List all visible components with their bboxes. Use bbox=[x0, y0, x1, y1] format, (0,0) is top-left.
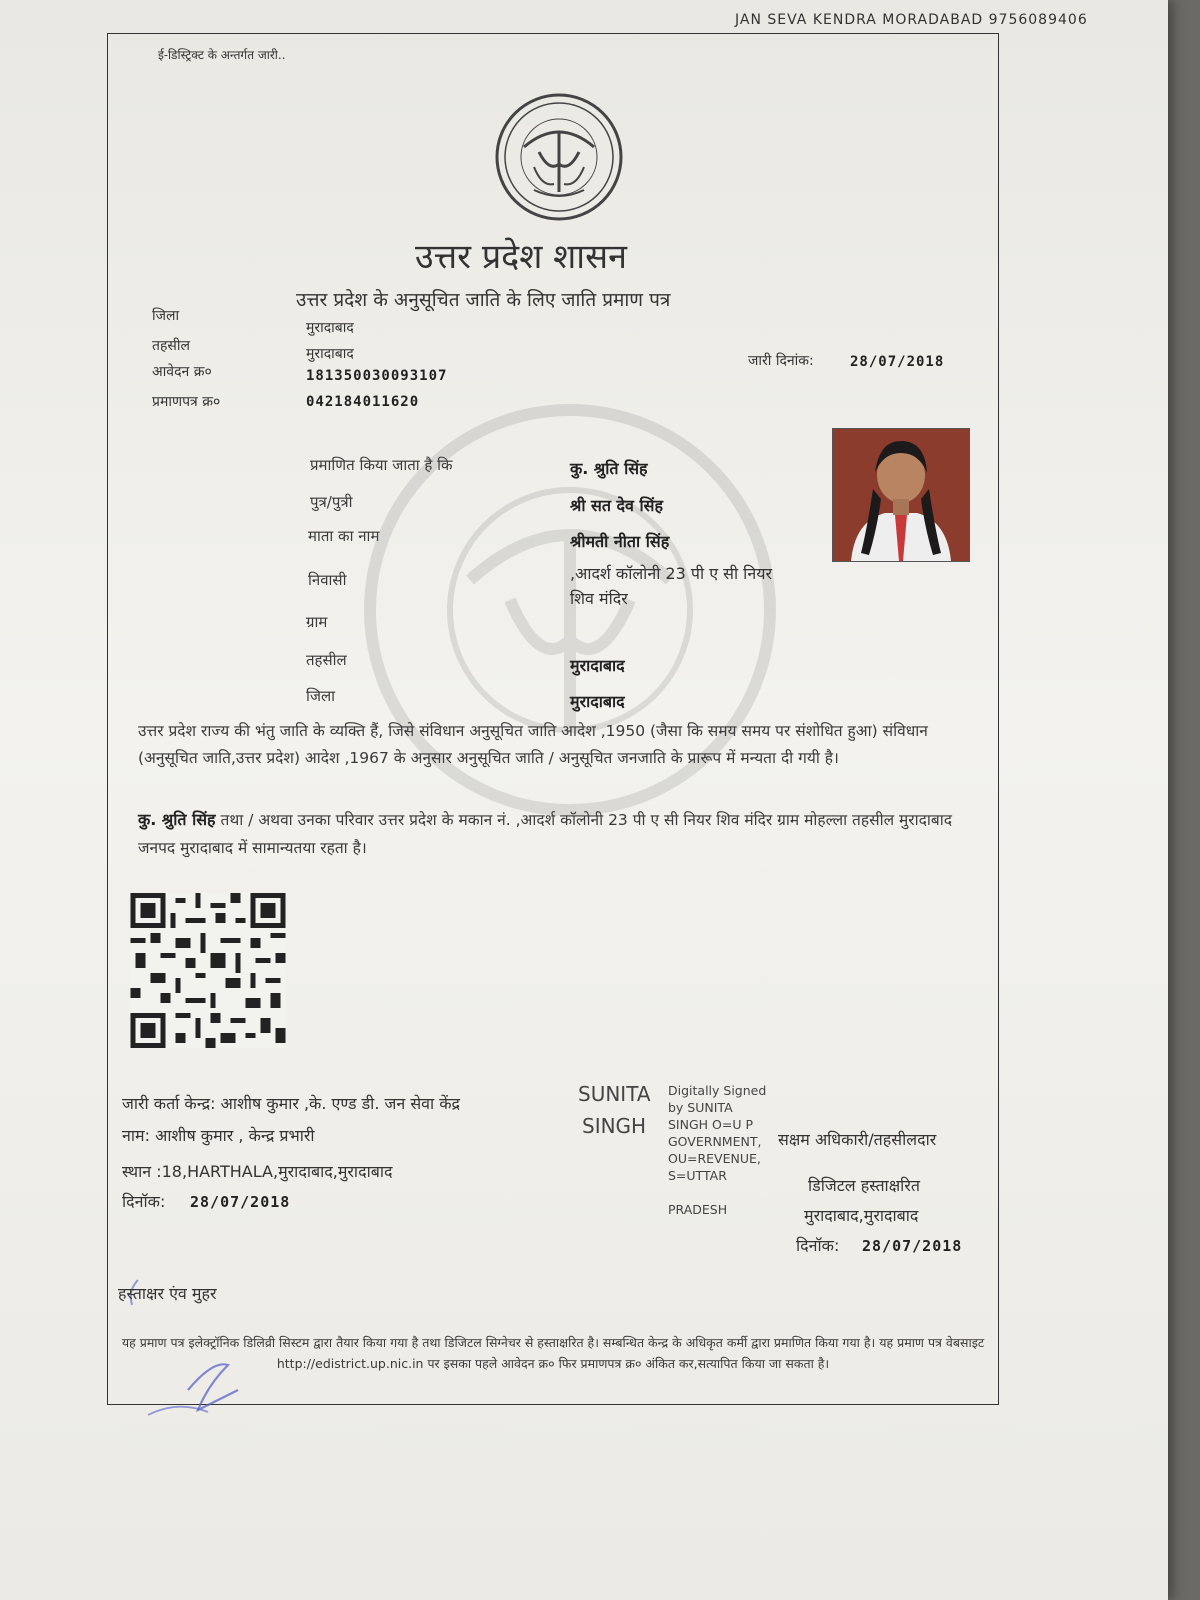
issuer-date-value: 28/07/2018 bbox=[190, 1193, 291, 1211]
certificate-number: 042184011620 bbox=[306, 394, 420, 410]
signature-detail-line: Digitally Signed bbox=[668, 1083, 767, 1098]
district-label: जिला bbox=[152, 308, 180, 324]
certificate-label: प्रमाणपत्र क्र० bbox=[152, 394, 221, 410]
issued-under-note: ई-डिस्ट्रिक्ट के अन्तर्गत जारी.. bbox=[158, 48, 286, 62]
signer-name-line1: SUNITA bbox=[578, 1082, 651, 1106]
application-number: 181350030093107 bbox=[306, 368, 448, 384]
signature-detail-line: OU=REVENUE, bbox=[668, 1151, 761, 1166]
disclaimer-text: यह प्रमाण पत्र इलेक्ट्रॉनिक डिलिव्री सिस्टम द्वारा तैयार किया गया है तथा डिजिटल सिग्नेचर से हस्ताक्षरित है। सम्बन्धित केन्द्र के अधिकृत कर्मी द्वारा प्रमाणित किया गया है। यह प्रमाण पत्र वेबसाइट http://edistrict.up.nic.in पर इसका पहले आवेदन क्र० फिर प्रमाणपत्र क्र० अंकित कर,सत्यापित किया जा सकता है। bbox=[121, 1335, 985, 1371]
signature-detail-line bbox=[668, 1184, 766, 1201]
authority-title: सक्षम अधिकारी/तहसीलदार bbox=[778, 1130, 937, 1149]
authority-place: मुरादाबाद,मुरादाबाद bbox=[804, 1206, 919, 1225]
top-note: JAN SEVA KENDRA MORADABAD 9756089406 bbox=[735, 12, 1088, 28]
authority-date-label: दिनॉक: bbox=[796, 1236, 840, 1255]
tehsil-detail-value: मुरादाबाद bbox=[570, 656, 625, 675]
issue-date-label: जारी दिनांक: bbox=[748, 353, 814, 369]
residence-holder-name: कु. श्रुति सिंह bbox=[138, 810, 216, 829]
residence-statement bbox=[138, 806, 988, 862]
father-name: श्री सत देव सिंह bbox=[570, 496, 663, 515]
son-daughter-label: पुत्र/पुत्री bbox=[310, 493, 353, 511]
certified-label: प्रमाणित किया जाता है कि bbox=[310, 456, 453, 474]
holder-name: कु. श्रुति सिंह bbox=[570, 459, 648, 478]
application-label: आवेदन क्र० bbox=[152, 364, 212, 380]
resident-address-line2: शिव मंदिर bbox=[570, 589, 628, 608]
district-detail-label: जिला bbox=[306, 687, 336, 705]
page-subtitle: उत्तर प्रदेश के अनुसूचित जाति के लिए जाति प्रमाण पत्र bbox=[296, 289, 671, 311]
residence-statement-text: तथा / अथवा उनका परिवार उत्तर प्रदेश के मकान नं. ,आदर्श कॉलोनी 23 पी ए सी नियर शिव मंदिर ग्राम मोहल्ला तहसील मुरादाबाद जनपद मुरादाबाद में सामान्यतया रहता है। bbox=[138, 811, 953, 857]
district-detail-value: मुरादाबाद bbox=[570, 692, 625, 711]
page-title: उत्तर प्रदेश शासन bbox=[415, 237, 627, 277]
issue-date-value: 28/07/2018 bbox=[850, 354, 945, 370]
mother-name: श्रीमती नीता सिंह bbox=[570, 532, 670, 551]
issuer-center: जारी कर्ता केन्द्र: आशीष कुमार ,के. एण्ड डी. जन सेवा केंद्र bbox=[122, 1094, 461, 1113]
applicant-photo bbox=[832, 428, 970, 562]
caste-statement: उत्तर प्रदेश राज्य की भंतु जाति के व्यक्ति हैं, जिसे संविधान अनुसूचित जाति आदेश ,1950 (जैसा कि समय समय पर संशोधित हुआ) संविधान (अनुसूचित जाति,उत्तर प्रदेश) आदेश ,1967 के अनुसार अनुसूचित जाति / अनुसूचित जनजाति के प्रारूप में मन्यता दी गयी है। bbox=[138, 722, 928, 767]
district-value: मुरादाबाद bbox=[306, 320, 354, 336]
mother-label: माता का नाम bbox=[308, 527, 380, 545]
village-label: ग्राम bbox=[306, 613, 328, 631]
signature-detail-line: PRADESH bbox=[668, 1202, 728, 1217]
signer-name-line2: SINGH bbox=[582, 1114, 647, 1138]
up-emblem-icon bbox=[494, 92, 624, 222]
signature-detail-line: by SUNITA bbox=[668, 1100, 733, 1115]
tehsil-value: मुरादाबाद bbox=[306, 346, 354, 362]
signature-detail-line: GOVERNMENT, bbox=[668, 1134, 762, 1149]
tehsil-detail-label: तहसील bbox=[306, 651, 347, 669]
resident-address-line1: ,आदर्श कॉलोनी 23 पी ए सी नियर bbox=[570, 564, 773, 583]
authority-date-value: 28/07/2018 bbox=[862, 1237, 963, 1255]
qr-code[interactable] bbox=[128, 893, 288, 1048]
issuer-place: स्थान :18,HARTHALA,मुरादाबाद,मुरादाबाद bbox=[122, 1162, 393, 1181]
signature-detail-line: SINGH O=U P bbox=[668, 1117, 754, 1132]
authority-digital: डिजिटल हस्ताक्षरित bbox=[808, 1176, 920, 1195]
signature-details bbox=[668, 1082, 766, 1218]
signature-seal-label: हस्ताक्षर एंव मुहर bbox=[118, 1284, 217, 1303]
issuer-name: नाम: आशीष कुमार , केन्द्र प्रभारी bbox=[122, 1126, 315, 1145]
issuer-date-label: दिनॉक: bbox=[122, 1192, 166, 1211]
tehsil-label: तहसील bbox=[152, 338, 190, 354]
resident-label: निवासी bbox=[308, 571, 347, 589]
signature-detail-line: S=UTTAR bbox=[668, 1168, 727, 1183]
